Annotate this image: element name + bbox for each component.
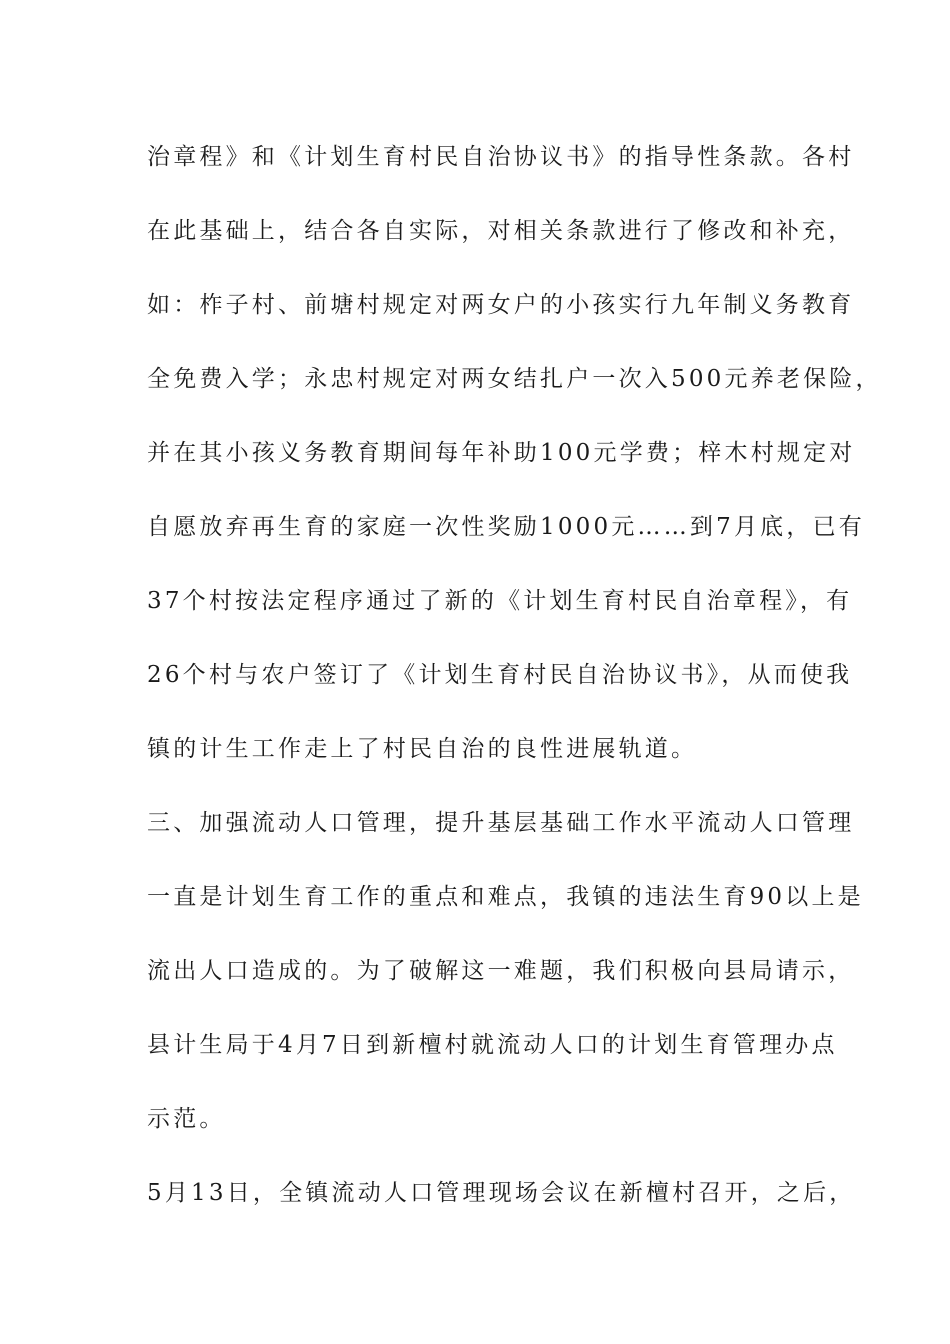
text-line: 自愿放弃再生育的家庭一次性奖励1000元……到7月底，已有 — [147, 514, 865, 540]
text-line: 5月13日，全镇流动人口管理现场会议在新檀村召开，之后， — [147, 1180, 856, 1206]
text-line: 治章程》和《计划生育村民自治协议书》的指导性条款。各村 — [147, 144, 855, 170]
text-line: 示范。 — [147, 1106, 226, 1132]
section-heading-line: 三、加强流动人口管理，提升基层基础工作水平流动人口管理 — [147, 810, 855, 836]
text-line: 在此基础上，结合各自实际，对相关条款进行了修改和补充， — [147, 218, 855, 244]
text-line: 流出人口造成的。为了破解这一难题，我们积极向县局请示， — [147, 958, 855, 984]
text-line: 一直是计划生育工作的重点和难点，我镇的违法生育90以上是 — [147, 884, 864, 910]
text-line: 并在其小孩义务教育期间每年补助100元学费；梓木村规定对 — [147, 440, 856, 466]
text-line: 37个村按法定程序通过了新的《计划生育村民自治章程》，有 — [147, 588, 853, 614]
text-line: 26个村与农户签订了《计划生育村民自治协议书》，从而使我 — [147, 662, 853, 688]
text-line: 如：柞子村、前塘村规定对两女户的小孩实行九年制义务教育 — [147, 292, 855, 318]
text-line: 县计生局于4月7日到新檀村就流动人口的计划生育管理办点 — [147, 1032, 838, 1058]
text-line: 镇的计生工作走上了村民自治的良性进展轨道。 — [147, 736, 698, 762]
text-line: 全免费入学；永忠村规定对两女结扎户一次入500元养老保险， — [147, 366, 882, 392]
body-text — [147, 120, 882, 1230]
